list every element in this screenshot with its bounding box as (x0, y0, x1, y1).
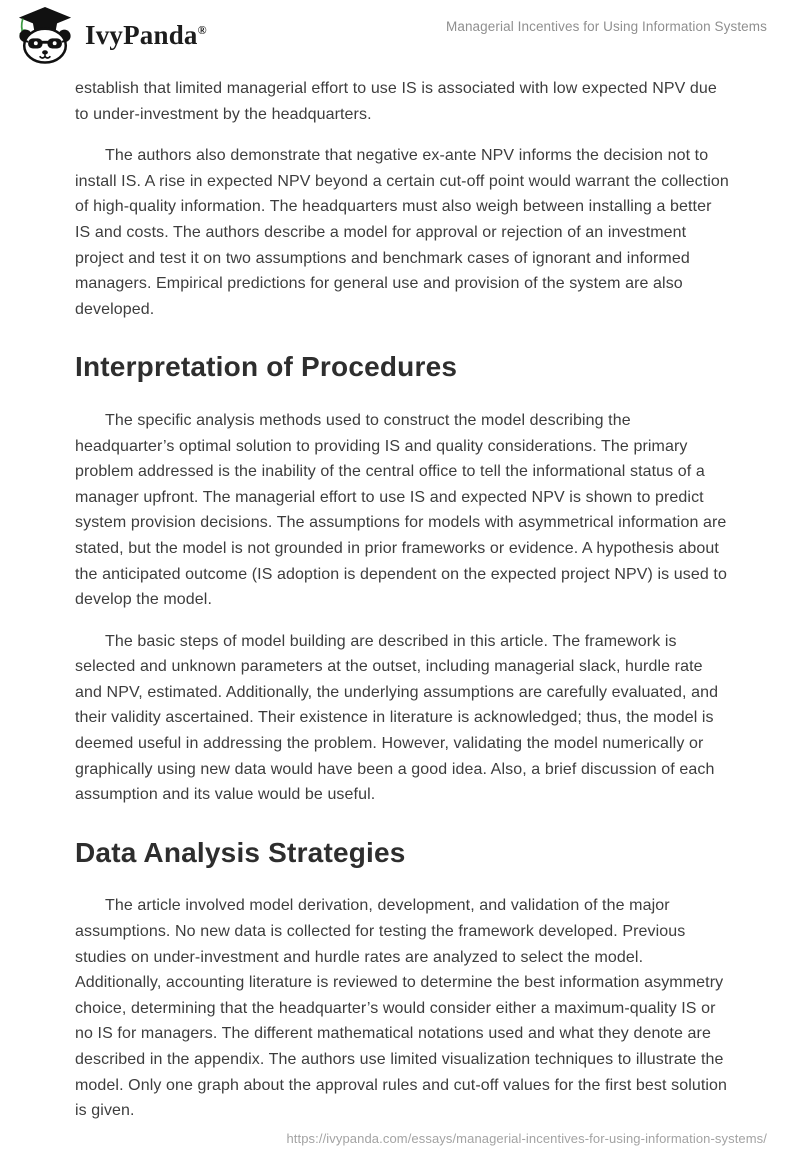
body-paragraph: The specific analysis methods used to construct the model describing the headquarter’s optimal solution to providing IS and quality considerations. The primary problem addressed is the inability of the central office to tell the informational status of a manager upfront. The managerial effort to use IS and expected NPV is shown to predict system provision decisions. The assumptions for models with asymmetrical information are stated, but the model is not grounded in prior frameworks or evidence. A hypothesis about the anticipated outcome (IS adoption is dependent on the expected project NPV) is used to develop the model. (75, 411, 727, 609)
ivypanda-logo (14, 6, 207, 64)
body-paragraph: The basic steps of model building are described in this article. The framework is selected and unknown parameters at the outset, including managerial slack, hurdle rate and NPV, estimated. Additionally, the underlying assumptions are carefully evaluated, and their validity ascertained. Their existence in literature is acknowledged; thus, the model is deemed useful in addressing the problem. However, validating the model numerically or graphically using new data would have been a good idea. Also, a brief discussion of each assumption and its value would be useful. (75, 632, 719, 804)
registered-mark: ® (197, 22, 207, 37)
panda-graduate-icon (14, 6, 76, 64)
body-paragraph: The authors also demonstrate that negative ex-ante NPV informs the decision not to install IS. A rise in expected NPV beyond a certain cut-off point would warrant the collection of high-quality information. The headquarters must also weigh between installing a better IS and costs. The authors describe a model for approval or rejection of an investment project and test it on two assumptions and benchmark cases of ignorant and informed managers. Empirical predictions for general use and provision of the system are also developed. (75, 147, 729, 318)
logo-wordmark (85, 19, 207, 50)
article-content (75, 76, 730, 1124)
intro-continuation-paragraph: establish that limited managerial effort to use IS is associated with low expected NPV due to under-investment by the headquarters. (75, 80, 717, 123)
logo-text: IvyPanda (85, 19, 198, 50)
page-header (0, 0, 800, 64)
section-heading-data-analysis-strategies: Data Analysis Strategies (75, 836, 406, 868)
source-url: https://ivypanda.com/essays/managerial-incentives-for-using-information-systems/ (286, 1131, 767, 1146)
section-heading-interpretation-of-procedures: Interpretation of Procedures (75, 351, 458, 383)
document-title: Managerial Incentives for Using Information Systems (446, 19, 767, 34)
body-paragraph: The article involved model derivation, development, and validation of the major assumptions. No new data is collected for testing the framework developed. Previous studies on under-investment and hurdle rates are analyzed to select the model. Additionally, accounting literature is reviewed to determine the best information asymmetry choice, determining that the headquarter’s would consider either a maximum-quality IS or no IS for managers. The different mathematical notations used and what they denote are described in the appendix. The authors use limited visualization techniques to illustrate the model. Only one graph about the approval rules and cut-off values for the first best solution is given. (75, 897, 728, 1120)
page-footer (286, 1131, 767, 1146)
